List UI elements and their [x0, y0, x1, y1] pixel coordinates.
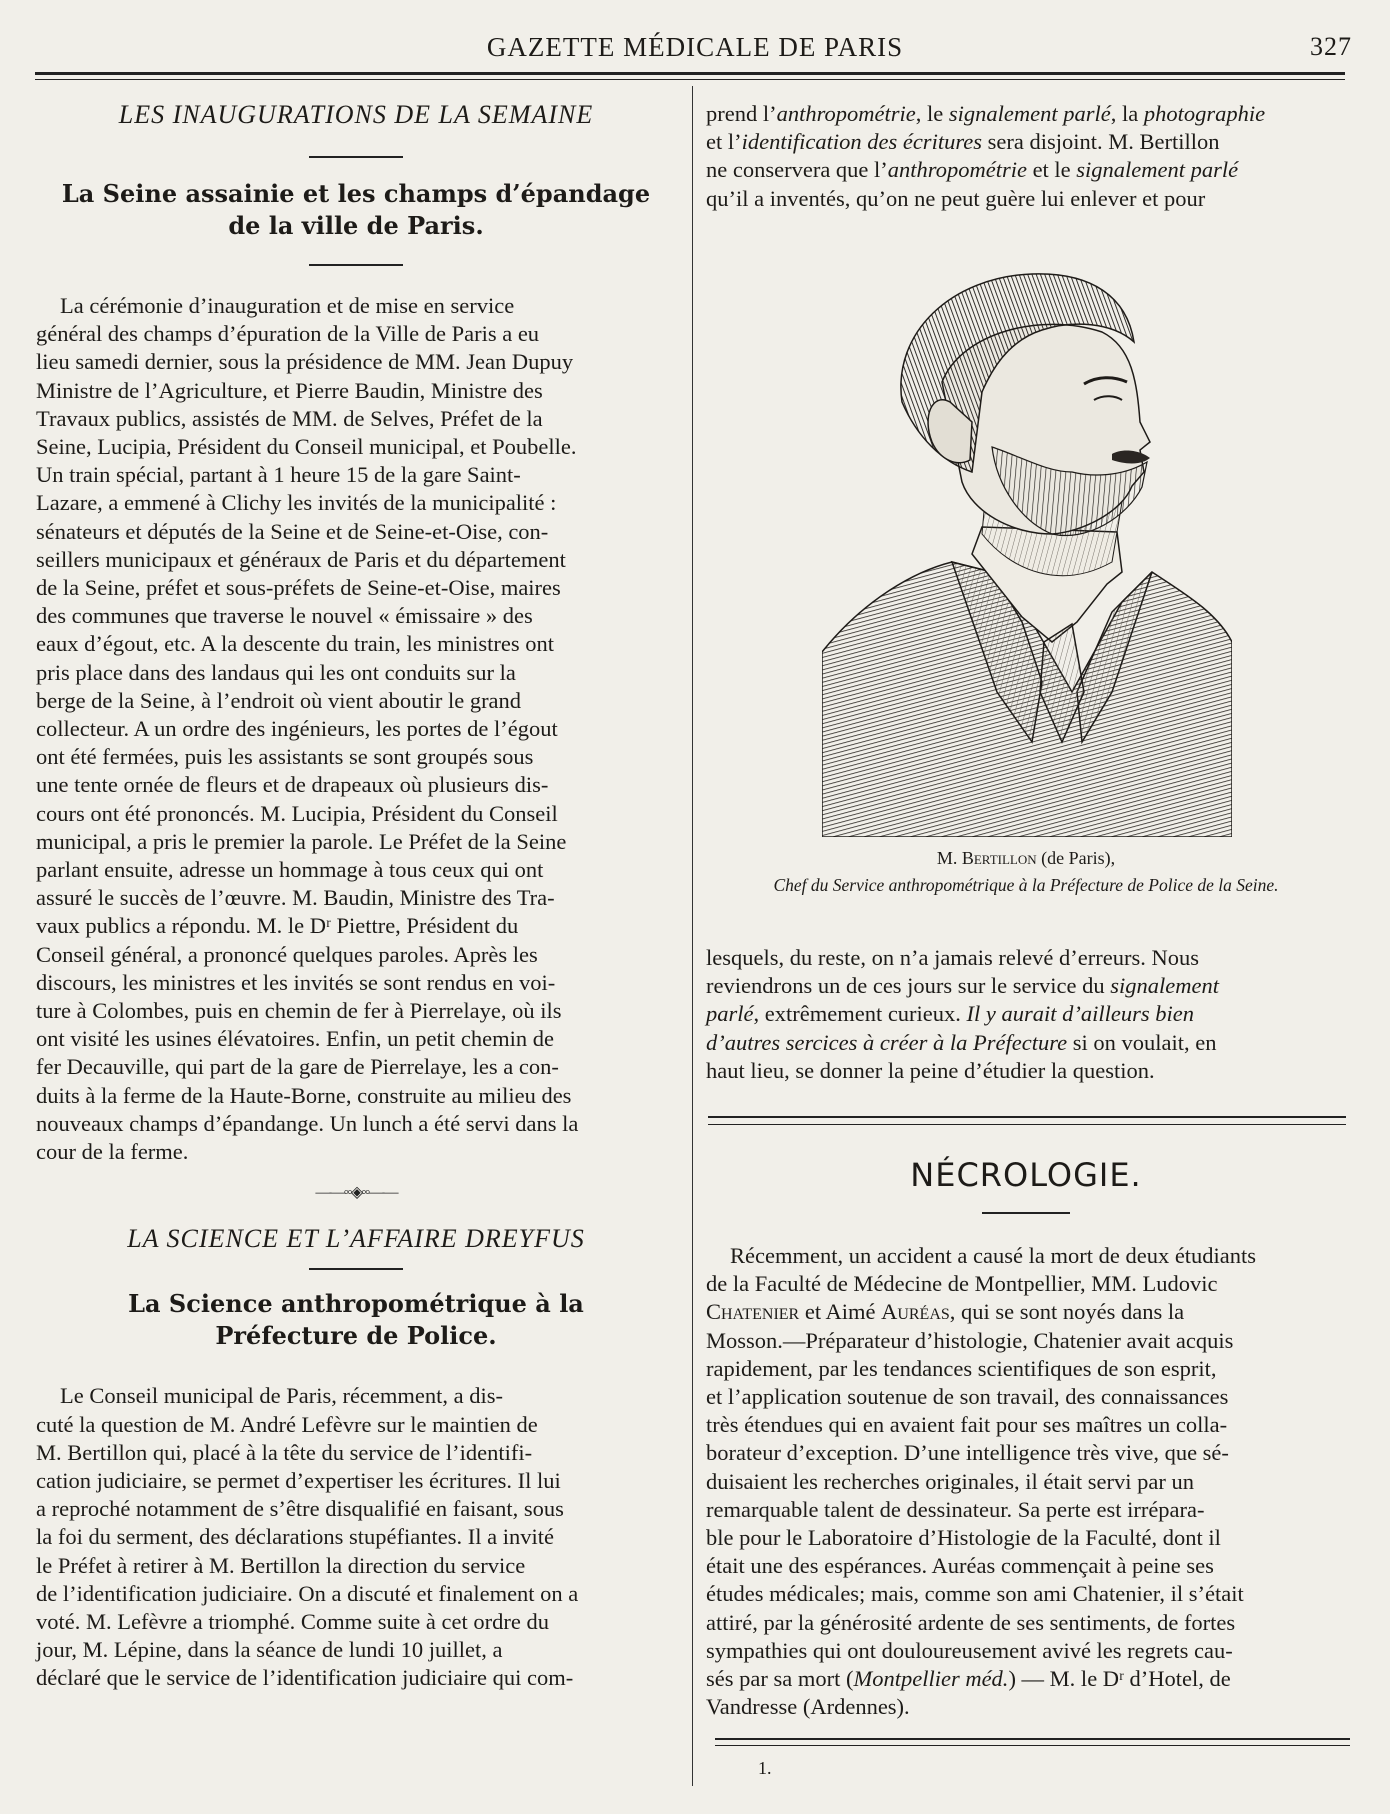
page-number: 327	[1310, 32, 1352, 61]
text-line: cours ont été prononcés. M. Lucipia, Président du Conseil	[36, 800, 558, 826]
text-line: assuré le succès de l’œuvre. M. Baudin, Ministre des Tra-	[36, 885, 555, 911]
short-rule	[982, 1212, 1070, 1214]
text-line: borateur d’exception. D’une intelligence très vive, que sé-	[706, 1440, 1229, 1466]
text-line: ont été fermées, puis les assistants se sont groupés sous	[36, 744, 534, 770]
header-rule-top	[35, 72, 1345, 75]
text-line: collecteur. A un ordre des ingénieurs, les portes de l’égout	[36, 716, 558, 742]
text-line: ture à Colombes, puis en chemin de fer à Pierrelaye, où ils	[36, 998, 562, 1024]
text-line: Vandresse (Ardennes).	[706, 1694, 910, 1720]
text-line: une tente ornée de fleurs et de drapeaux où plusieurs dis-	[36, 772, 549, 798]
text-line: reviendrons un de ces jours sur le service du signalement	[706, 973, 1219, 999]
header-rule-bottom	[35, 79, 1345, 80]
text-line: ne conservera que l’anthropométrie et le signalement parlé	[706, 157, 1239, 183]
article-title-line1: La Seine assainie et les champs d’épandage	[61, 179, 651, 208]
text-line: le Préfet à retirer à M. Bertillon la direction du service	[36, 1552, 526, 1578]
text-line: ble pour le Laboratoire d’Histologie de la Faculté, dont il	[706, 1525, 1221, 1551]
text-line: Lazare, a emmené à Clichy les invités de la municipalité :	[36, 490, 557, 516]
article-body-bertillon	[36, 1382, 676, 1692]
article-body-champs	[36, 292, 676, 1166]
text-line: Conseil général, a prononcé quelques paroles. Après les	[36, 941, 538, 967]
text-line: prend l’anthropométrie, le signalement parlé, la photographie	[706, 101, 1266, 126]
caption-role: Chef du Service anthropométrique à la Préfecture de Police de la Seine.	[773, 875, 1279, 895]
running-head	[30, 30, 1360, 70]
text-line: Travaux publics, assistés de MM. de Selves, Préfet de la	[36, 405, 543, 431]
text-line: de la Faculté de Médecine de Montpellier, MM. Ludovic	[706, 1271, 1218, 1297]
text-line: de l’identification judiciaire. On a discuté et finalement on a	[36, 1580, 579, 1606]
footer-rule-top	[715, 1738, 1350, 1740]
text-line: nouveaux champs d’épandange. Un lunch a été servi dans la	[36, 1110, 579, 1136]
text-line: cour de la ferme.	[36, 1139, 189, 1165]
text-line: parlé, extrêmement curieux. Il y aurait d’ailleurs bien	[706, 1001, 1195, 1027]
text-line: municipal, a pris le premier la parole. Le Préfet de la Seine	[36, 828, 567, 854]
bertillon-portrait-engraving	[822, 272, 1232, 837]
portrait-caption	[706, 848, 1346, 896]
text-line: voté. M. Lefèvre a triomphé. Comme suite à cet ordre du	[36, 1608, 549, 1634]
left-column	[36, 100, 676, 1693]
text-line: sénateurs et députés de la Seine et de Seine-et-Oise, con-	[36, 518, 549, 544]
footer-rule-bottom	[715, 1745, 1350, 1746]
article2-title-line1: La Science anthropométrique à la	[128, 1289, 584, 1319]
necrologie-body	[706, 1327, 1346, 1665]
text-line: très étendues qui en avaient fait pour ses maîtres un colla-	[706, 1412, 1228, 1438]
short-rule	[309, 264, 403, 266]
text-line: rapidement, par les tendances scientifiques de son esprit,	[706, 1355, 1217, 1381]
text-line: lieu samedi dernier, sous la présidence de MM. Jean Dupuy	[36, 349, 574, 375]
necro-rule-bottom	[708, 1124, 1346, 1125]
text-line: remarquable talent de dessinateur. Sa perte est irrépara-	[706, 1496, 1205, 1522]
text-line: Chatenier et Aimé Auréas, qui se sont noyés dans la	[706, 1299, 1185, 1325]
journal-title: GAZETTE MÉDICALE DE PARIS	[486, 32, 904, 62]
text-line: duisaient les recherches originales, il était servi par un	[706, 1468, 1194, 1494]
text-line: duits à la ferme de la Haute-Borne, construite au milieu des	[36, 1082, 572, 1108]
article2-title-line2: Préfecture de Police.	[215, 1321, 497, 1351]
text-line: M. Bertillon qui, placé à la tête du service de l’identifi-	[36, 1439, 533, 1465]
text-line: et l’identification des écritures sera disjoint. M. Bertillon	[706, 129, 1220, 155]
text-line: berge de la Seine, à l’endroit où vient aboutir le grand	[36, 687, 522, 713]
short-rule	[309, 1268, 403, 1270]
text-line: études médicales; mais, comme son ami Chatenier, il s’était	[706, 1581, 1244, 1607]
text-line: Le Conseil municipal de Paris, récemment, a dis-	[60, 1383, 504, 1409]
footnote-number: 1.	[758, 1758, 772, 1778]
ornament-divider: ——◦◦◈◦◦——	[315, 1184, 397, 1202]
text-line: jour, M. Lépine, dans la séance de lundi 10 juillet, a	[36, 1637, 503, 1663]
text-line: attiré, par la générosité ardente de ses sentiments, de fortes	[706, 1609, 1236, 1635]
text-line: eaux d’égout, etc. A la descente du train, les ministres ont	[36, 631, 554, 657]
text-line: qu’il a inventés, qu’on ne peut guère lui enlever et pour	[706, 185, 1206, 211]
text-line: a reproché notamment de s’être disqualifié en faisant, sous	[36, 1496, 564, 1522]
text-line: la foi du serment, des déclarations stupéfiantes. Il a invité	[36, 1524, 554, 1550]
necrologie-section	[706, 1156, 1346, 1721]
text-line: et l’application soutenue de son travail, des connaissances	[706, 1384, 1229, 1410]
text-line: Récemment, un accident a causé la mort de deux étudiants	[730, 1243, 1257, 1268]
section-heading-dreyfus: LA SCIENCE ET L’AFFAIRE DREYFUS	[127, 1224, 585, 1254]
text-line: sés par sa mort (Montpellier méd.) — M. le Dʳ d’Hotel, de	[706, 1666, 1231, 1692]
text-line: de la Seine, préfet et sous-préfets de Seine-et-Oise, maires	[36, 575, 561, 601]
necrologie-heading: NÉCROLOGIE.	[910, 1156, 1142, 1194]
text-line: d’autres sercices à créer à la Préfecture si on voulait, en	[706, 1029, 1217, 1055]
text-line: discours, les ministres et les invités se sont rendus en voi-	[36, 969, 556, 995]
text-line: Mosson.—Préparateur d’histologie, Chatenier avait acquis	[706, 1327, 1234, 1353]
section-heading-inaugurations: LES INAUGURATIONS DE LA SEMAINE	[118, 100, 594, 129]
text-line: lesquels, du reste, on n’a jamais relevé d’erreurs. Nous	[706, 945, 1199, 970]
text-line: fer Decauville, qui part de la gare de Pierrelaye, les a con-	[36, 1054, 559, 1080]
text-line: Ministre de l’Agriculture, et Pierre Baudin, Ministre des	[36, 377, 543, 403]
right-column-continued	[706, 944, 1346, 1085]
necro-rule-top	[708, 1116, 1346, 1118]
text-line: parlant ensuite, adresse un hommage à tous ceux qui ont	[36, 857, 544, 883]
short-rule	[309, 156, 403, 158]
text-line: cation judiciaire, se permet d’expertiser les écritures. Il lui	[36, 1467, 561, 1493]
text-line: Seine, Lucipia, Président du Conseil municipal, et Poubelle.	[36, 434, 577, 460]
text-line: des communes que traverse le nouvel « émissaire » des	[36, 603, 533, 629]
column-divider	[692, 86, 693, 1786]
text-line: vaux publics a répondu. M. le Dʳ Piettre, Président du	[36, 913, 519, 939]
text-line: ont visité les usines élévatoires. Enfin, un petit chemin de	[36, 1026, 555, 1052]
text-line: seillers municipaux et généraux de Paris et du département	[36, 546, 566, 572]
text-line: pris place dans des landaus qui les ont conduits sur la	[36, 659, 516, 685]
caption-name: M. Bertillon (de Paris),	[936, 848, 1116, 868]
text-line: était une des espérances. Auréas commençait à peine ses	[706, 1553, 1214, 1579]
text-line: général des champs d’épuration de la Ville de Paris a eu	[36, 321, 540, 347]
text-line: haut lieu, se donner la peine d’étudier la question.	[706, 1057, 1155, 1083]
text-line: cuté la question de M. André Lefèvre sur le maintien de	[36, 1411, 538, 1437]
text-line: sympathies qui ont douloureusement avivé les regrets cau-	[706, 1637, 1233, 1663]
right-column	[706, 100, 1346, 213]
text-line: déclaré que le service de l’identification judiciaire qui com-	[36, 1665, 574, 1691]
text-line: La cérémonie d’inauguration et de mise en service	[60, 293, 515, 318]
article-title-line2: de la ville de Paris.	[228, 211, 484, 240]
text-line: Un train spécial, partant à 1 heure 15 de la gare Saint-	[36, 462, 521, 488]
